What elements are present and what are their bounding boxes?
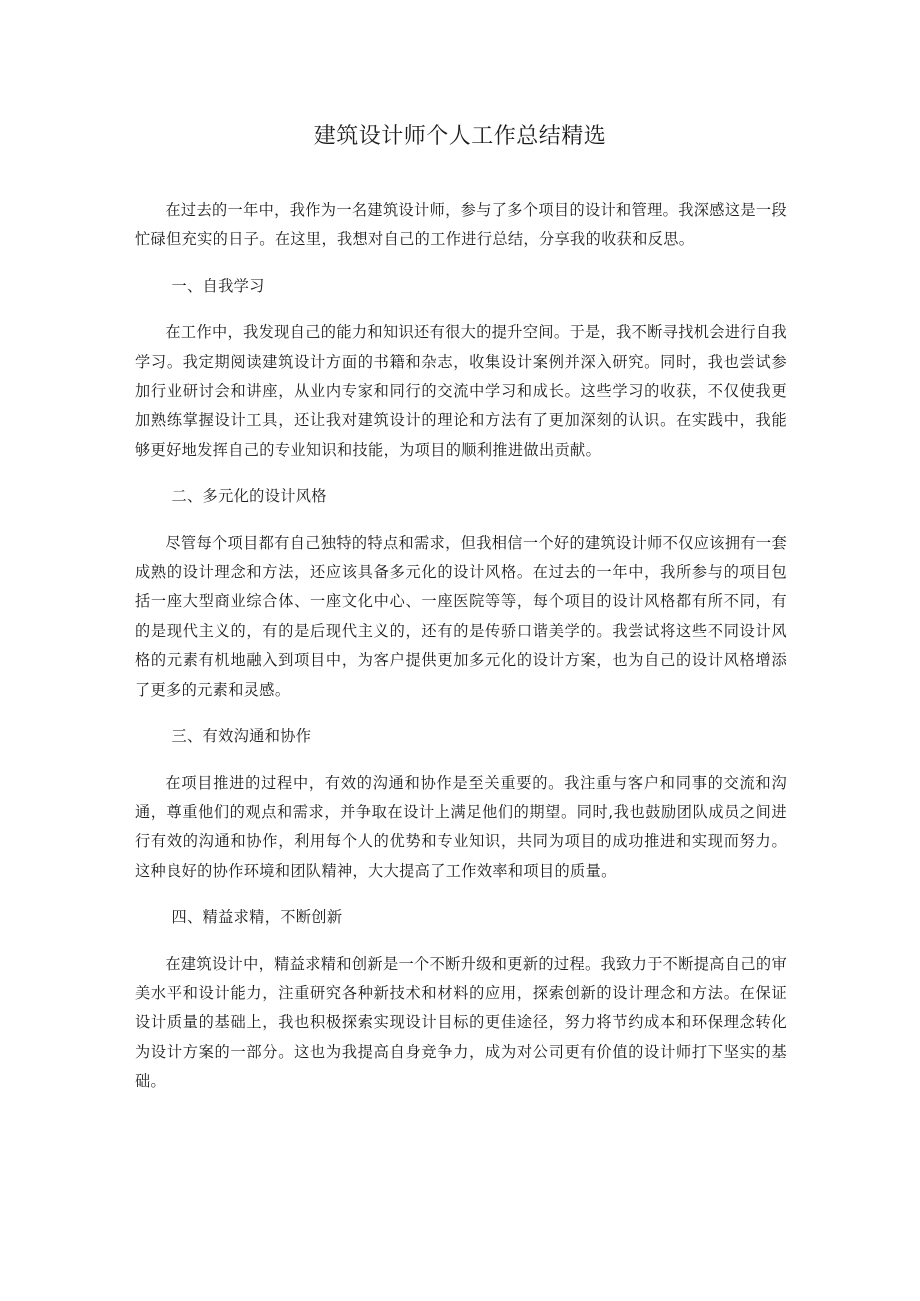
section-paragraph-communication: 在项目推进的过程中，有效的沟通和协作是至关重要的。我注重与客户和同事的交流和沟通，尊重他们的观点和需求，并争取在设计上满足他们的期望。同时,我也鼓励团队成员之间进行有效的沟通和协作，利用每个人的优势和专业知识，共同为项目的成功推进和实现而努力。这种良好的协作环境和团队精神，大大提高了工作效率和项目的质量。 [135, 773, 787, 880]
section-heading-self-learning: 一、自我学习 [171, 276, 265, 295]
section-paragraph-self-learning: 在工作中，我发现自己的能力和知识还有很大的提升空间。于是，我不断寻找机会进行自我学习。我定期阅读建筑设计方面的书籍和杂志，收集设计案例并深入研究。同时，我也尝试参加行业研讨会和讲座，从业内专家和同行的交流中学习和成长。这些学习的收获，不仅使我更加熟练掌握设计工具，还让我对建筑设计的理论和方法有了更加深刻的认识。在实践中，我能够更好地发挥自己的专业知识和技能，为项目的顺利推进做出贡献。 [135, 323, 787, 459]
document-title: 建筑设计师个人工作总结精选 [313, 124, 607, 149]
section-heading-communication: 三、有效沟通和协作 [171, 727, 312, 746]
intro-paragraph: 在过去的一年中，我作为一名建筑设计师，参与了多个项目的设计和管理。我深感这是一段忙碌但充实的日子。在这里，我想对自己的工作进行总结，分享我的收获和反思。 [135, 201, 787, 249]
section-heading-diverse-style: 二、多元化的设计风格 [171, 487, 327, 506]
section-paragraph-innovation: 在建筑设计中，精益求精和创新是一个不断升级和更新的过程。我致力于不断提高自己的审美水平和设计能力，注重研究各种新技术和材料的应用，探索创新的设计理念和方法。在保证设计质量的基础上，我也积极探索实现设计目标的更佳途径，努力将节约成本和环保理念转化为设计方案的一部分。这也为我提高自身竞争力，成为对公司更有价值的设计师打下坚实的基础。 [135, 954, 787, 1091]
document-body [135, 196, 787, 1114]
section-paragraph-diverse-style: 尽管每个项目都有自己独特的特点和需求，但我相信一个好的建筑设计师不仅应该拥有一套成熟的设计理念和方法，还应该具备多元化的设计风格。在过去的一年中，我所参与的项目包括一座大型商业综合体、一座文化中心、一座医院等等，每个项目的设计风格都有所不同，有的是现代主义的，有的是后现代主义的，还有的是传骄口谐美学的。我尝试将这些不同设计风格的元素有机地融入到项目中，为客户提供更加多元化的设计方案，也为自己的设计风格增添了更多的元素和灵感。 [135, 533, 787, 699]
section-heading-innovation: 四、精益求精，不断创新 [171, 908, 343, 927]
